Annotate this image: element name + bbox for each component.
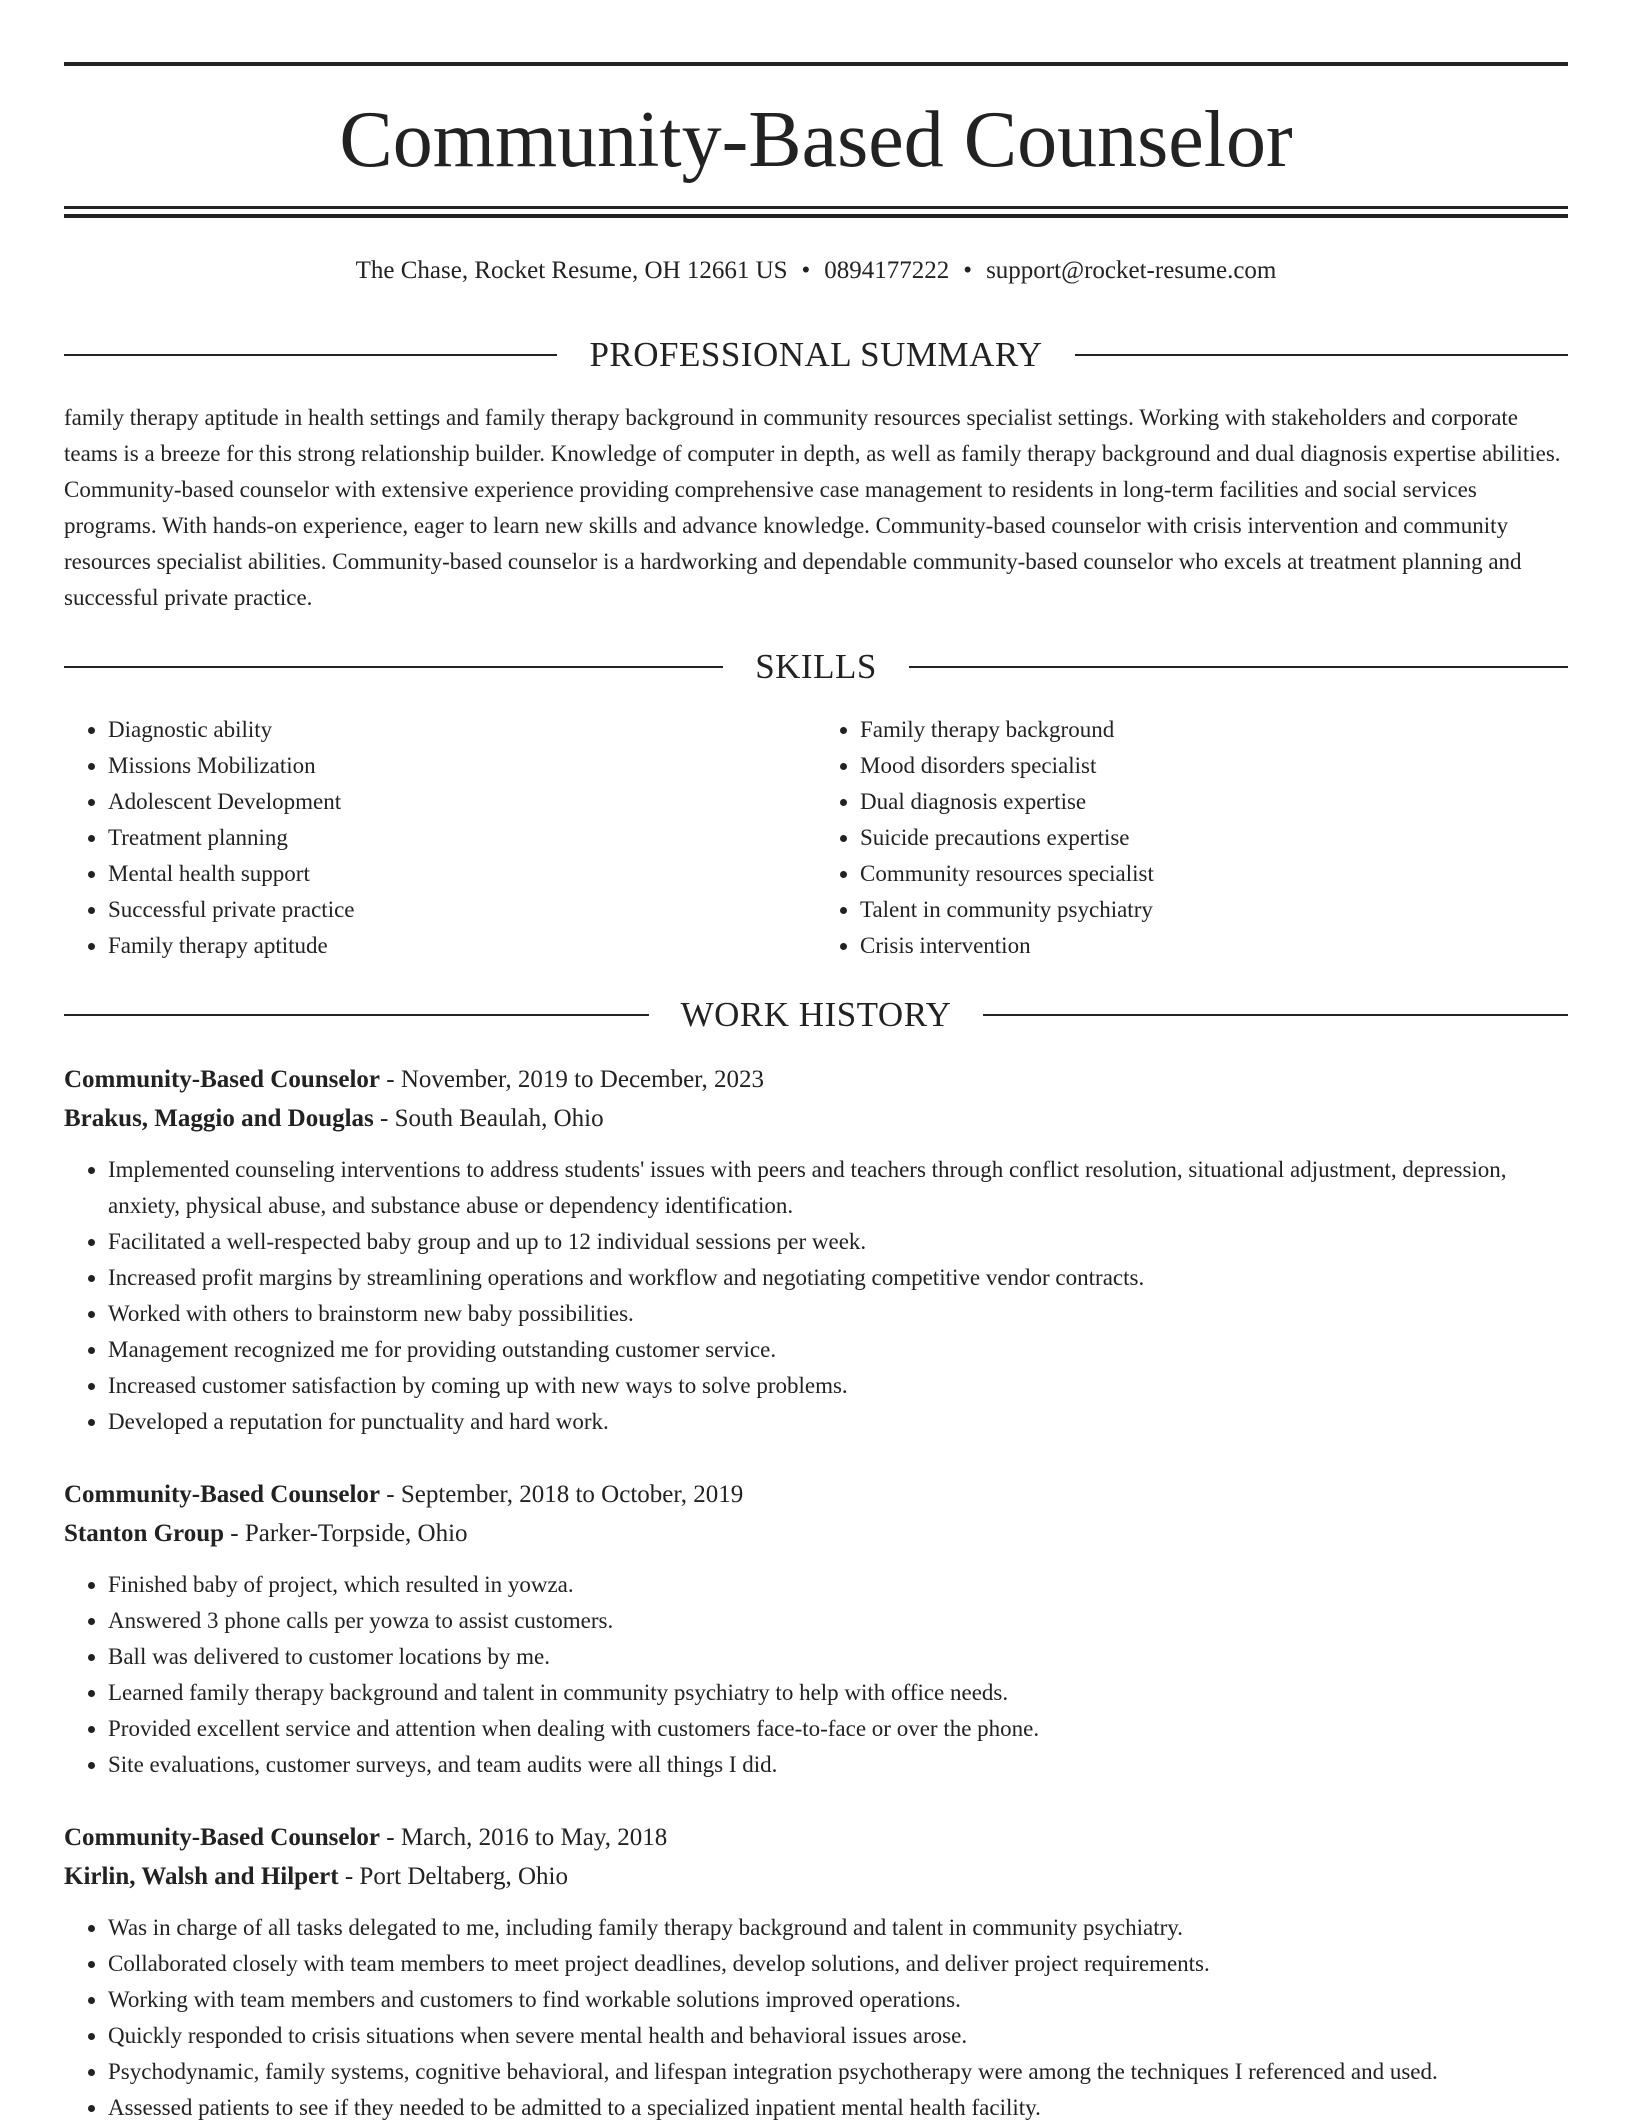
job-company: Kirlin, Walsh and Hilpert [64,1863,339,1890]
job-bullet: • Answered 3 phone calls per yowza to assist customers. [108,1603,1568,1639]
heading-rule-left [64,354,557,356]
job-bullets [64,1152,1568,1440]
skill-item: • Crisis intervention [860,928,1568,964]
job-bullet: • Increased profit margins by streamlining operations and workflow and negotiating competitive vendor contracts. [108,1260,1568,1296]
job-bullet: • Implemented counseling interventions to address students' issues with peers and teachers through conflict resolution, situational adjustment, depression, anxiety, physical abuse, and substance abuse or dependency identification. [108,1152,1568,1224]
skill-item: • Adolescent Development [108,784,816,820]
skill-item: • Family therapy aptitude [108,928,816,964]
job-bullet: • Management recognized me for providing outstanding customer service. [108,1332,1568,1368]
skill-item: • Mental health support [108,856,816,892]
job-company: Stanton Group [64,1520,225,1547]
job-bullet: • Learned family therapy background and talent in community psychiatry to help with office needs. [108,1675,1568,1711]
skills-heading [64,645,1568,689]
job-bullets [64,1567,1568,1783]
header-top-rule [64,62,1568,66]
heading-rule-right [983,1014,1568,1016]
skills-heading-title: SKILLS [755,647,877,686]
job-title: Community-Based Counselor [64,1066,380,1093]
job-location: - Port Deltaberg, Ohio [338,1863,568,1890]
job-entry [64,1475,1568,1783]
job-bullet: • Assessed patients to see if they needed to be admitted to a specialized inpatient mental health facility. [108,2090,1568,2126]
skill-item: • Suicide precautions expertise [860,820,1568,856]
heading-rule-left [64,1014,649,1016]
skill-item: • Missions Mobilization [108,748,816,784]
summary-heading-title: PROFESSIONAL SUMMARY [589,335,1043,374]
contact-phone: 0894177222 [824,257,950,284]
job-title-line [64,1475,1568,1514]
skill-item: • Successful private practice [108,892,816,928]
job-title: Community-Based Counselor [64,1481,380,1508]
skill-item: • Dual diagnosis expertise [860,784,1568,820]
job-company: Brakus, Maggio and Douglas [64,1105,374,1132]
job-bullet: • Developed a reputation for punctuality and hard work. [108,1404,1568,1440]
summary-text: family therapy aptitude in health settings and family therapy background in community resources specialist settings. Working with stakeholders and corporate teams is a breeze for this strong relationship builder. Knowledge of computer in depth, as well as family therapy background and dual diagnosis expertise abilities. Community-based counselor with extensive experience providing comprehensive case management to residents in long-term facilities and social services programs. With hands-on experience, eager to learn new skills and advance knowledge. Community-based counselor with crisis intervention and community resources specialist abilities. Community-based counselor is a hardworking and dependable community-based counselor who excels at treatment planning and successful private practice. [64,405,1561,610]
work-heading-title: WORK HISTORY [680,995,952,1034]
job-bullet: • Quickly responded to crisis situations when severe mental health and behavioral issues arose. [108,2018,1568,2054]
job-bullet: • Working with team members and customers to find workable solutions improved operations. [108,1982,1568,2018]
job-bullet: • Collaborated closely with team members to meet project deadlines, develop solutions, and deliver project requirements. [108,1946,1568,1982]
skill-item: • Mood disorders specialist [860,748,1568,784]
contact-address: The Chase, Rocket Resume, OH 12661 US [355,257,788,284]
skills-list [64,712,1568,964]
job-title-line [64,1060,1568,1099]
job-title-line [64,1818,1568,1857]
heading-rule-right [909,666,1568,668]
skill-item: • Talent in community psychiatry [860,892,1568,928]
resume-name: Community-Based Counselor [339,96,1293,184]
job-bullet: • Provided excellent service and attention when dealing with customers face-to-face or over the phone. [108,1711,1568,1747]
header-double-rule [64,206,1568,218]
skill-item: • Community resources specialist [860,856,1568,892]
skill-item: • Family therapy background [860,712,1568,748]
heading-rule-left [64,666,723,668]
job-bullet: • Was in charge of all tasks delegated to me, including family therapy background and talent in community psychiatry. [108,1910,1568,1946]
skill-item: • Diagnostic ability [108,712,816,748]
job-bullet: • Psychodynamic, family systems, cognitive behavioral, and lifespan integration psychotherapy were among the techniques I referenced and used. [108,2054,1568,2090]
job-bullets [64,1910,1568,2126]
heading-rule-right [1075,354,1568,356]
job-location: - South Beaulah, Ohio [373,1105,604,1132]
summary-heading [64,333,1568,377]
job-location: - Parker-Torpside, Ohio [224,1520,468,1547]
job-bullet: • Increased customer satisfaction by coming up with new ways to solve problems. [108,1368,1568,1404]
job-dates: - March, 2016 to May, 2018 [380,1824,668,1851]
job-entry [64,1818,1568,2126]
contact-line [64,254,1568,288]
skill-item: • Treatment planning [108,820,816,856]
job-company-line [64,1099,1568,1138]
work-heading [64,993,1568,1037]
contact-separator: • [963,257,973,284]
job-dates: - September, 2018 to October, 2019 [380,1481,744,1508]
contact-email: support@rocket-resume.com [986,257,1277,284]
skills-column-right [816,712,1568,964]
job-bullet: • Worked with others to brainstorm new baby possibilities. [108,1296,1568,1332]
job-entry [64,1060,1568,1440]
job-bullet: • Site evaluations, customer surveys, and team audits were all things I did. [108,1747,1568,1783]
job-title: Community-Based Counselor [64,1824,380,1851]
job-dates: - November, 2019 to December, 2023 [380,1066,764,1093]
job-bullet: • Facilitated a well-respected baby group and up to 12 individual sessions per week. [108,1224,1568,1260]
job-company-line [64,1857,1568,1896]
job-company-line [64,1514,1568,1553]
job-bullet: • Finished baby of project, which resulted in yowza. [108,1567,1568,1603]
job-bullet: • Ball was delivered to customer locations by me. [108,1639,1568,1675]
skills-column-left [64,712,816,964]
contact-separator: • [801,257,811,284]
